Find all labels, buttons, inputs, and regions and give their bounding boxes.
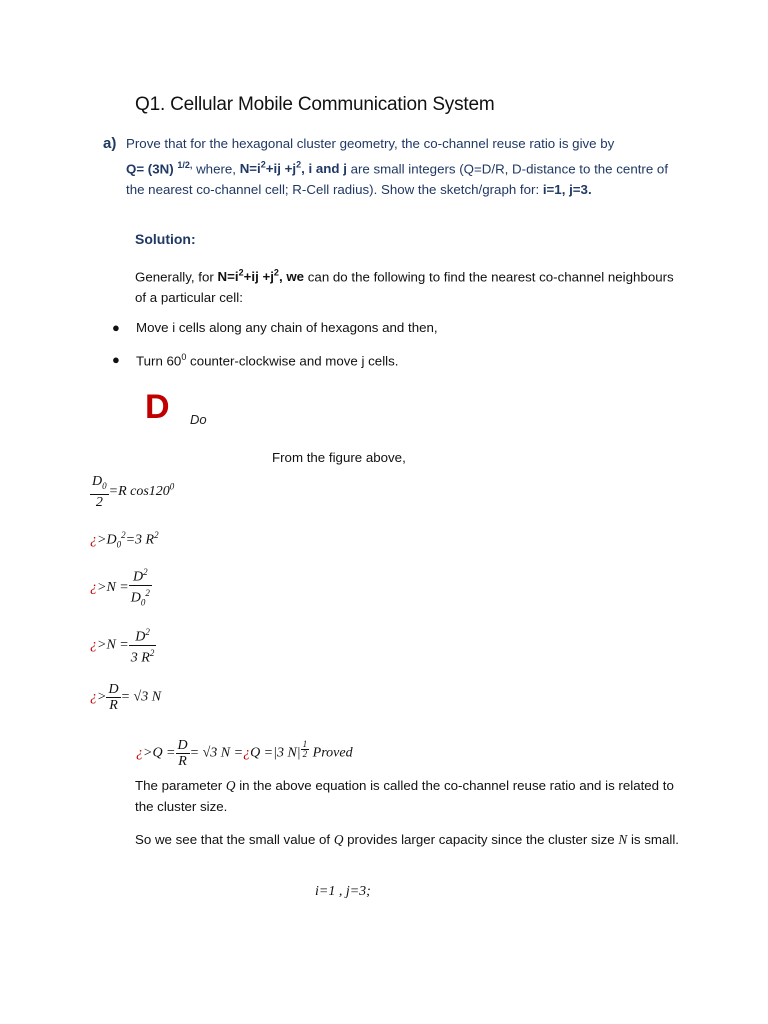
equation-1: $\frac{D_0}{2}$ =R $\cos 120^0$ xyxy=(92,474,175,510)
bullet-item: Move i cells along any chain of hexagons and then, xyxy=(136,320,438,335)
question-text: Prove that for the hexagonal cluster geometry, the co-channel reuse ratio is give by Q= (3N) $^{1/2,}$ where, $N=i^2+ij +j^2$, i and j are small integers (Q=D/R, D-distance to the centre of the nearest co-channel cell; R-Cell radius). Show the sketch/graph for: i=1, j=3. xyxy=(126,136,669,198)
equation-2: ¿$>D_0^2=3$ $R^2$ xyxy=(90,530,159,550)
bullet-item: Turn $60^0$ counter-clockwise and move j cells. xyxy=(136,352,399,369)
equation-3: ¿>N = $\frac{D^2}{D_0^2}$ xyxy=(90,567,150,608)
bullet-dot: ● xyxy=(112,352,120,367)
equation-6: ¿>Q = $\frac{D}{R}$ = √3 N =¿Q =|3 N| $^{\frac{1}{2}}$ Proved xyxy=(136,738,353,769)
bullet-dot: ● xyxy=(112,320,120,335)
equation-4: ¿>N = $\frac{D^2}{3 R^2}$ xyxy=(90,627,155,666)
solution-paragraph: Generally, for $N=i^2+ij +j^2$, we can do the following to find the nearest co-channel neighbours of a particular cell: xyxy=(135,268,674,306)
capacity-paragraph: So we see that the small value of Q provides larger capacity since the cluster size N is small. xyxy=(135,832,679,847)
parameter-paragraph: The parameter Q in the above equation is called the co-channel reuse ratio and is related to the cluster size. xyxy=(135,778,674,814)
final-equation: i=1 , j=3; xyxy=(315,884,371,899)
page-title: Q1. Cellular Mobile Communication System xyxy=(135,94,495,115)
from-figure-text: From the figure above, xyxy=(272,450,406,465)
solution-heading: Solution: xyxy=(135,231,196,247)
equation-5: ¿> $\frac{D}{R}$ = √3 N xyxy=(90,682,162,713)
figure-label-d: D xyxy=(145,388,170,426)
figure-label-do: Do xyxy=(190,412,207,427)
question-label: a) xyxy=(103,135,117,152)
